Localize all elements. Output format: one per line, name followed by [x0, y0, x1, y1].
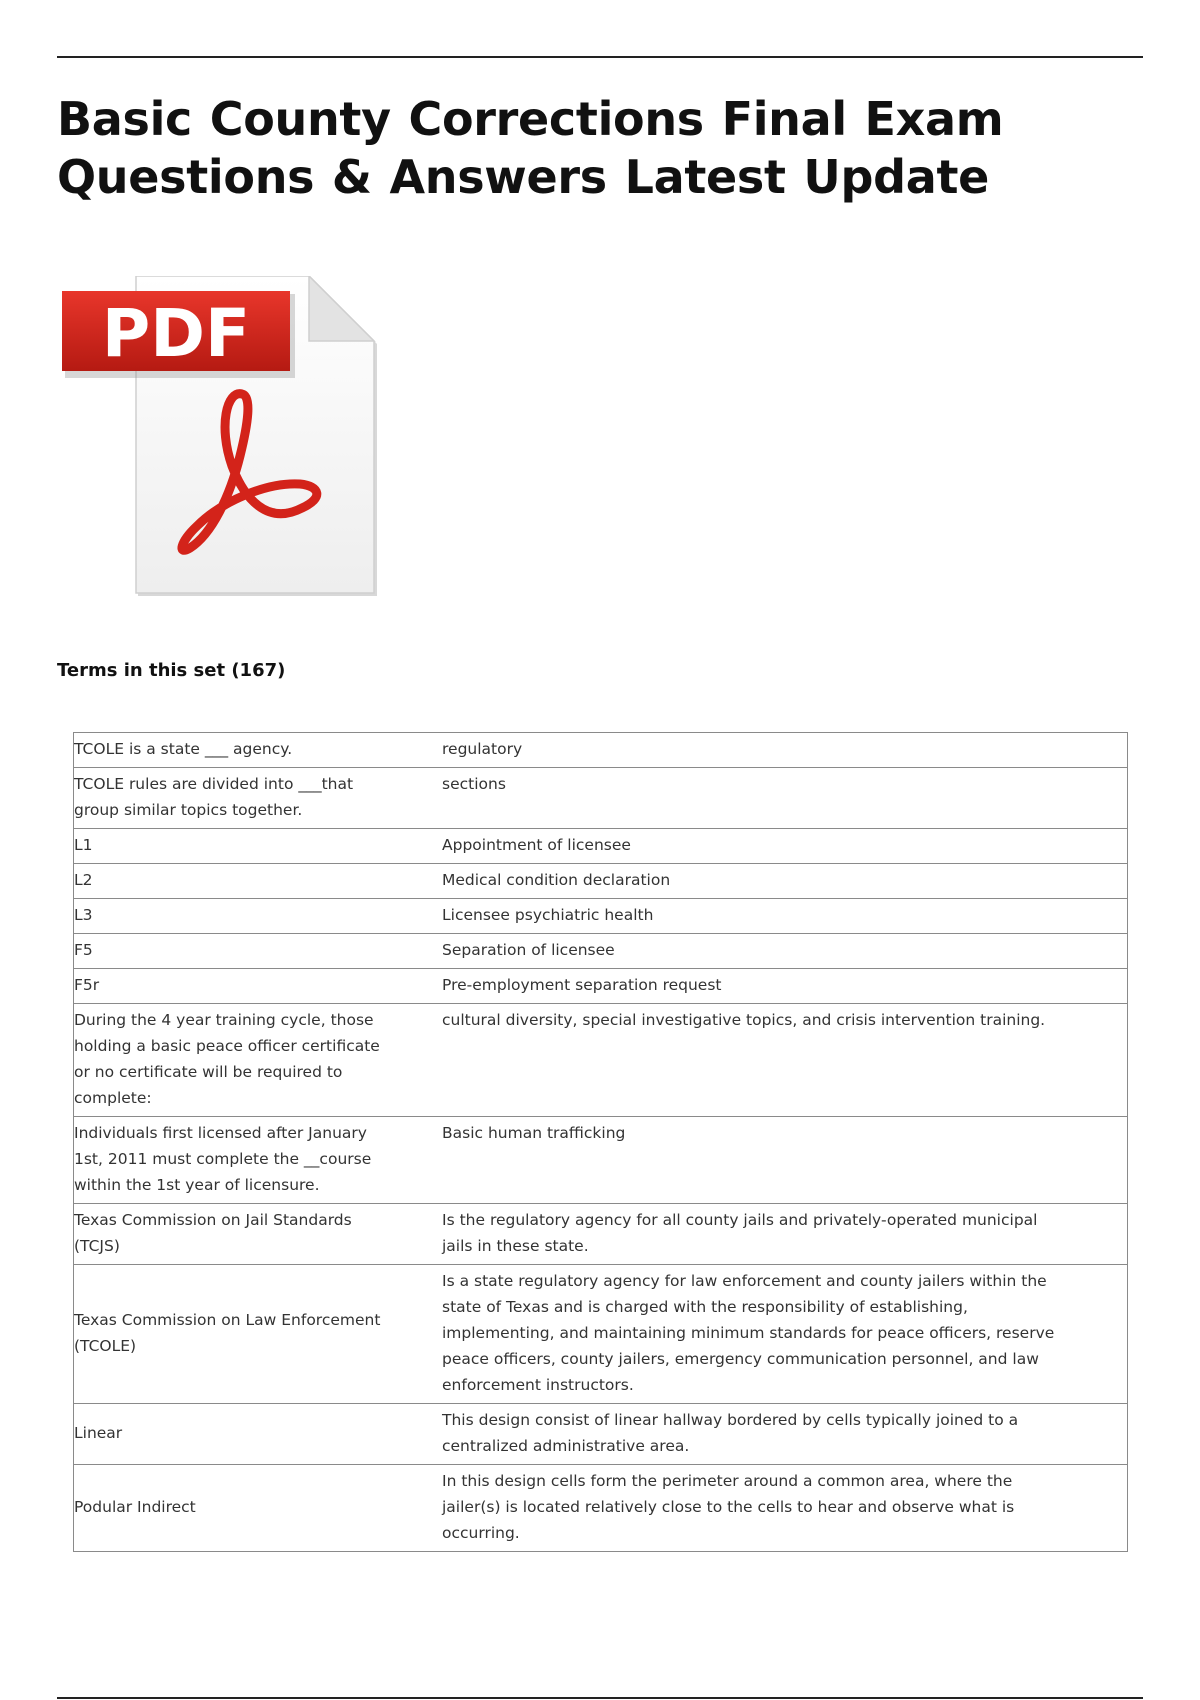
term-cell: F5	[74, 934, 410, 969]
term-cell: F5r	[74, 969, 410, 1004]
definition-cell: Pre-employment separation request	[409, 969, 1128, 1004]
pdf-file-icon	[62, 276, 382, 606]
definition-cell: This design consist of linear hallway bordered by cells typically joined to a centralized administrative area.	[409, 1404, 1128, 1465]
table-row	[74, 864, 1128, 899]
term-cell: Podular Indirect	[74, 1465, 410, 1552]
definition-cell: Separation of licensee	[409, 934, 1128, 969]
terms-count-heading: Terms in this set (167)	[57, 660, 286, 681]
term-cell: Texas Commission on Jail Standards (TCJS)	[74, 1204, 410, 1265]
definition-cell: Is the regulatory agency for all county jails and privately-operated municipal jails in these state.	[409, 1204, 1128, 1265]
term-cell: L3	[74, 899, 410, 934]
term-cell: Individuals first licensed after January 1st, 2011 must complete the __course within the 1st year of licensure.	[74, 1117, 410, 1204]
term-cell: TCOLE rules are divided into ___that group similar topics together.	[74, 768, 410, 829]
definition-cell: Basic human trafficking	[409, 1117, 1128, 1204]
definition-cell: regulatory	[409, 733, 1128, 768]
definition-cell: In this design cells form the perimeter around a common area, where the jailer(s) is located relatively close to the cells to hear and observe what is occurring.	[409, 1465, 1128, 1552]
definition-cell: sections	[409, 768, 1128, 829]
term-cell: TCOLE is a state ___ agency.	[74, 733, 410, 768]
table-row	[74, 899, 1128, 934]
table-row	[74, 1004, 1128, 1117]
table-row	[74, 1265, 1128, 1404]
term-cell: Linear	[74, 1404, 410, 1465]
definition-cell: Is a state regulatory agency for law enforcement and county jailers within the state of Texas and is charged with the responsibility of establishing, implementing, and maintaining minimum standards for peace officers, reserve peace officers, county jailers, emergency communication personnel, and law enforcement instructors.	[409, 1265, 1128, 1404]
table-row	[74, 1204, 1128, 1265]
table-row	[74, 1117, 1128, 1204]
definition-cell: Licensee psychiatric health	[409, 899, 1128, 934]
definition-cell: Appointment of licensee	[409, 829, 1128, 864]
table-row	[74, 733, 1128, 768]
term-cell: Texas Commission on Law Enforcement (TCOLE)	[74, 1265, 410, 1404]
table-row	[74, 1465, 1128, 1552]
table-row	[74, 969, 1128, 1004]
table-row	[74, 829, 1128, 864]
term-cell: L2	[74, 864, 410, 899]
terms-table	[73, 732, 1128, 1552]
bottom-divider	[57, 1697, 1143, 1699]
table-row	[74, 1404, 1128, 1465]
definition-cell: cultural diversity, special investigative topics, and crisis intervention training.	[409, 1004, 1128, 1117]
term-cell: L1	[74, 829, 410, 864]
pdf-label: PDF	[101, 295, 251, 372]
term-cell: During the 4 year training cycle, those holding a basic peace officer certificate or no certificate will be required to complete:	[74, 1004, 410, 1117]
top-divider	[57, 56, 1143, 58]
table-row	[74, 934, 1128, 969]
document-title: Basic County Corrections Final Exam Questions & Answers Latest Update	[57, 92, 1004, 204]
table-row	[74, 768, 1128, 829]
definition-cell: Medical condition declaration	[409, 864, 1128, 899]
